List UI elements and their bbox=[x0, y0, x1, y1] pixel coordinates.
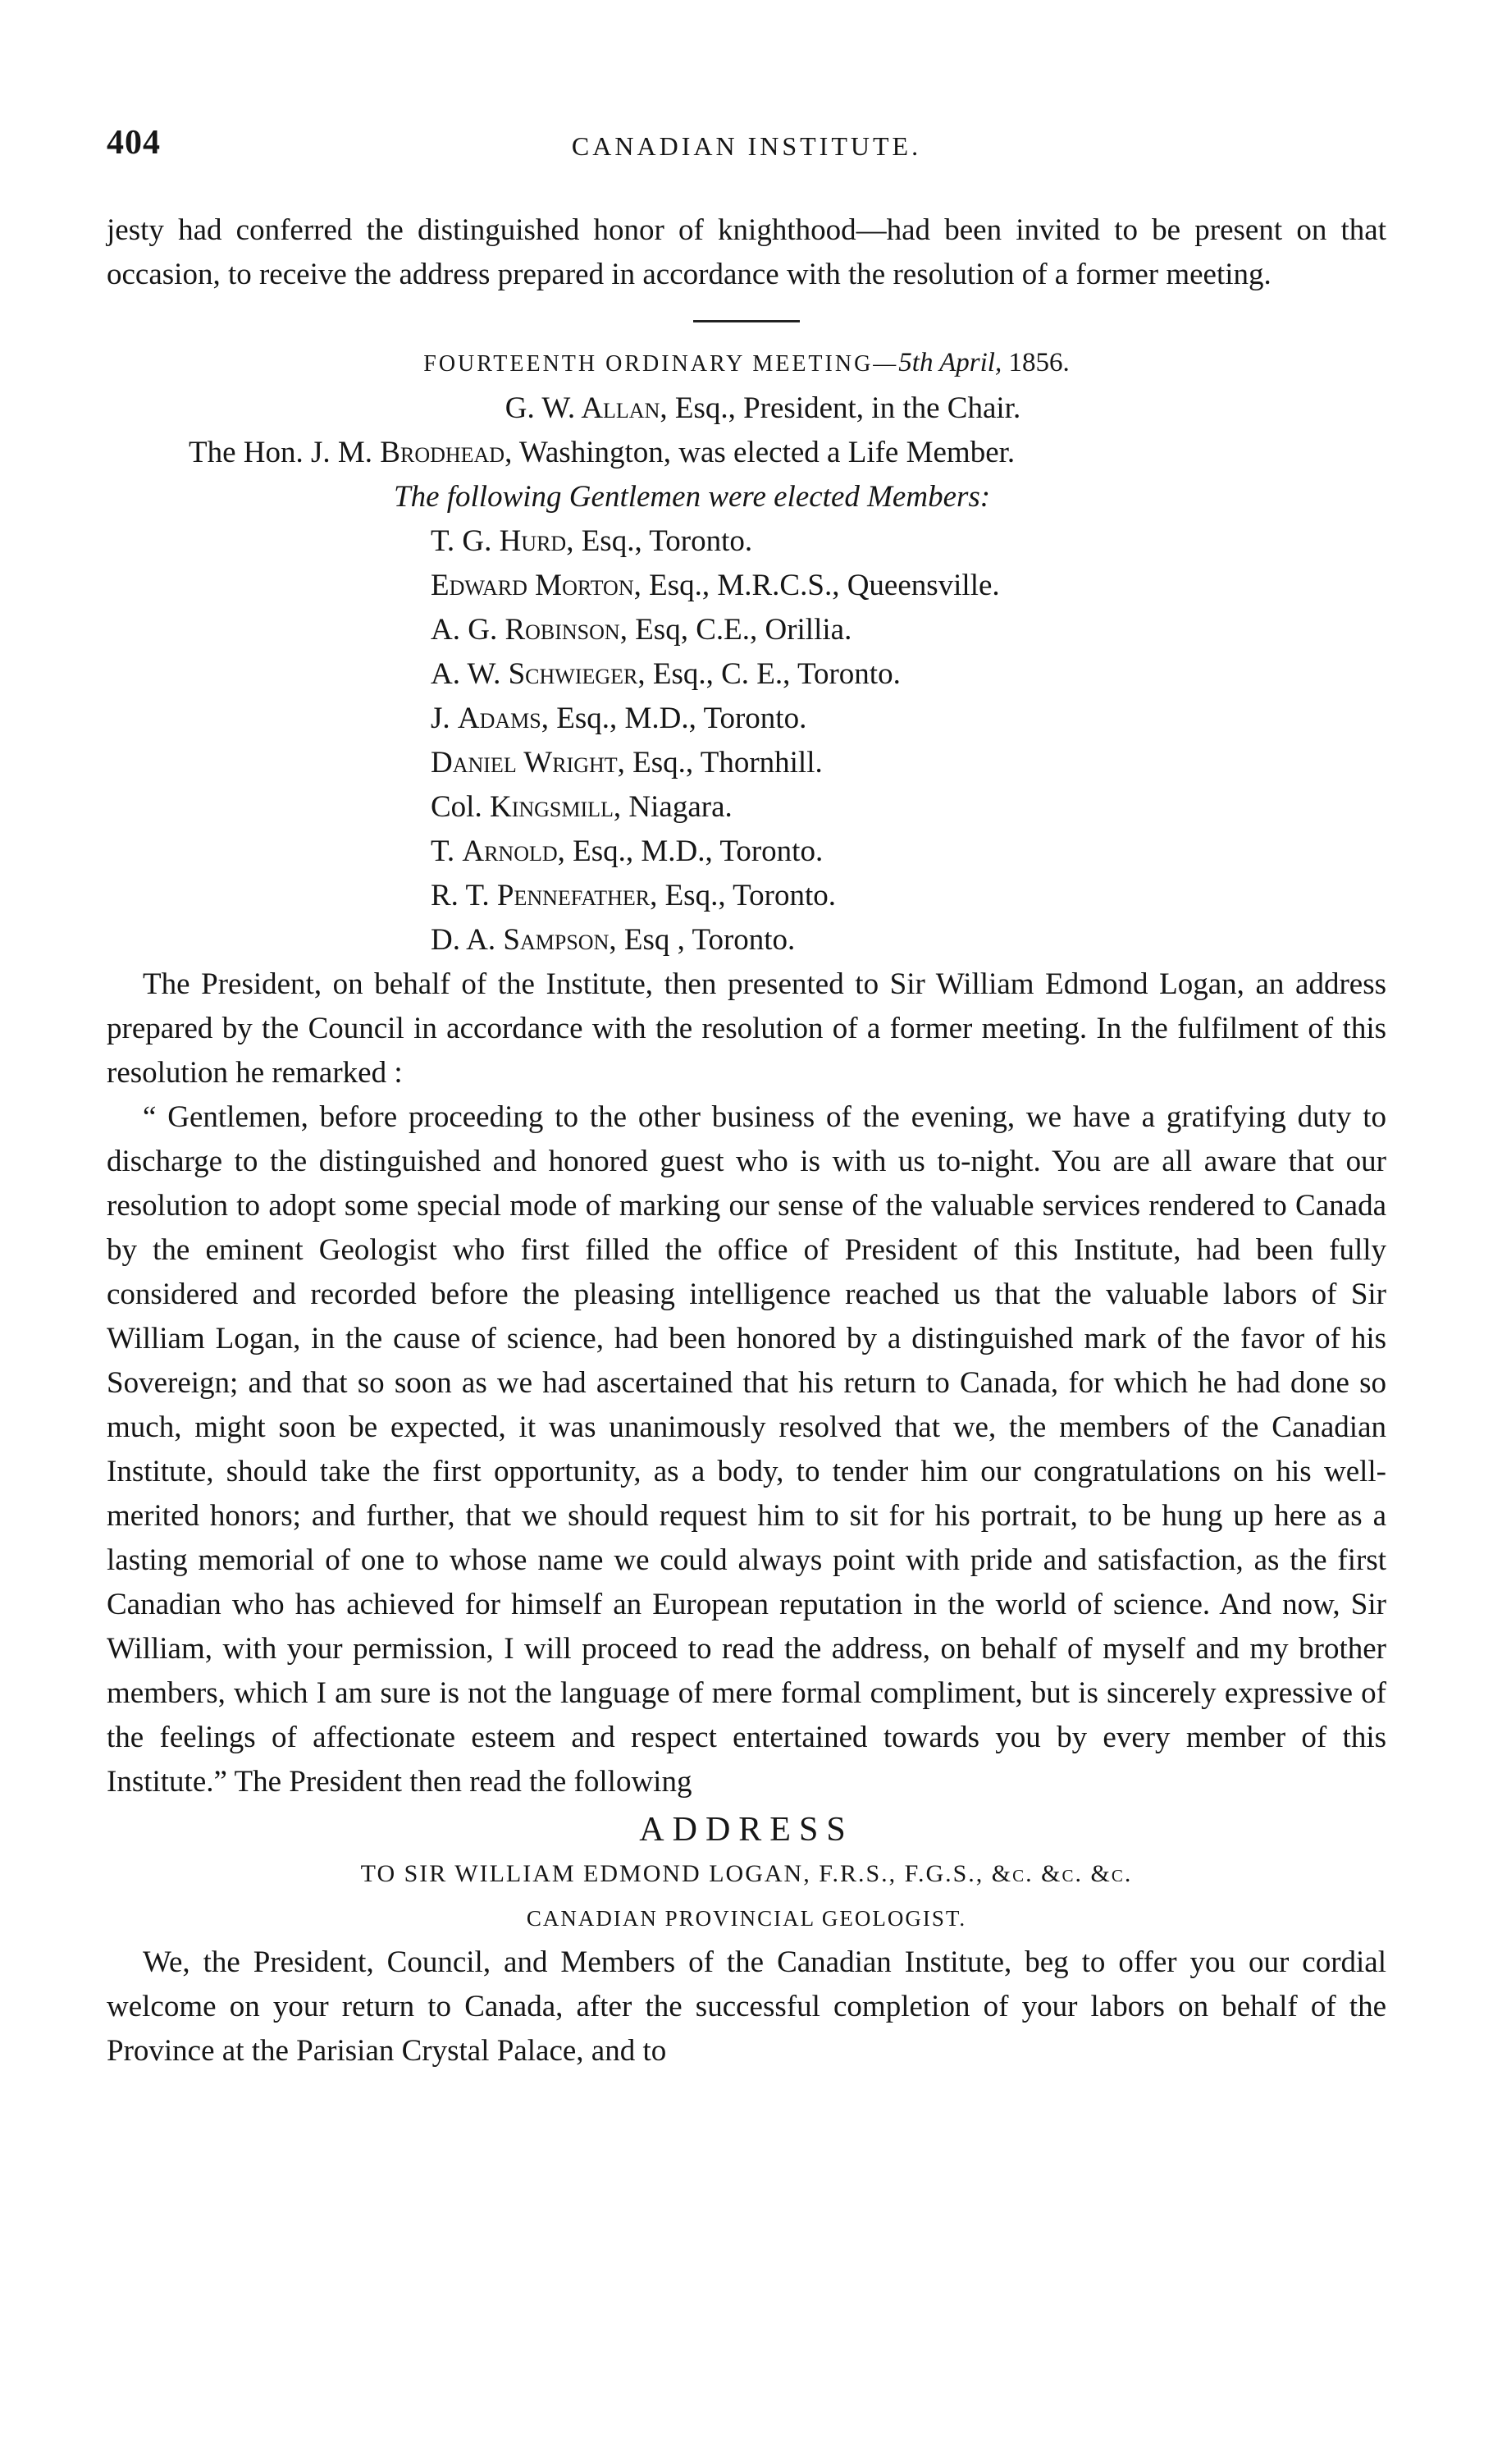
member-details: Esq, C.E., Orillia. bbox=[627, 613, 852, 647]
opening-paragraph: jesty had conferred the distinguished honor of knighthood—had been invited to be present on that occasion, to receive the address prepared in accordance with the resolution of a former meeting. bbox=[107, 213, 1386, 291]
member-details: Esq., M.D., Toronto. bbox=[549, 702, 807, 735]
member-prefix: R. T. bbox=[431, 879, 497, 912]
member-name: Sampson, bbox=[503, 923, 617, 957]
list-item bbox=[431, 519, 1386, 564]
list-item bbox=[431, 652, 1386, 697]
address-opening-paragraph: We, the President, Council, and Members of the Canadian Institute, beg to offer you our cordial welcome on your return to Canada, after the successful completion of your labors on behalf of the Province at the Parisian Crystal Palace, and to bbox=[107, 1945, 1386, 2068]
meeting-year: 1856. bbox=[1002, 348, 1070, 377]
list-item bbox=[431, 564, 1386, 608]
list-item bbox=[431, 785, 1386, 830]
member-details: Esq., M.R.C.S., Queensville. bbox=[641, 569, 1000, 602]
member-details: Esq., M.D., Toronto. bbox=[564, 834, 824, 868]
member-prefix: T. G. bbox=[431, 524, 500, 558]
member-name: Edward Morton, bbox=[431, 569, 641, 602]
elected-members-intro: The following Gentlemen were elected Members: bbox=[394, 480, 991, 514]
member-details: Esq., Toronto. bbox=[657, 879, 837, 912]
member-name: Pennefather, bbox=[496, 879, 658, 912]
member-name: Robinson, bbox=[505, 613, 628, 647]
address-title: ADDRESS bbox=[639, 1811, 854, 1849]
list-item bbox=[431, 697, 1386, 741]
member-details: Esq , Toronto. bbox=[616, 923, 796, 957]
address-recipient: TO SIR WILLIAM EDMOND LOGAN, F.R.S., F.G.S., &c. &c. &c. bbox=[360, 1860, 1133, 1887]
member-prefix: Col. bbox=[431, 790, 490, 824]
list-item bbox=[431, 608, 1386, 652]
running-head: CANADIAN INSTITUTE. bbox=[571, 131, 922, 161]
life-member-line bbox=[107, 431, 1386, 475]
page-body bbox=[107, 208, 1386, 2073]
president-paragraph: The President, on behalf of the Institute, then presented to Sir William Edmond Logan, an address prepared by the Council in accordance with the resolution of a former meeting. In the fulfilment of this resolution he remarked : bbox=[107, 967, 1386, 1090]
list-item bbox=[431, 741, 1386, 785]
member-details: Esq., Thornhill. bbox=[624, 746, 823, 779]
member-name: Schwieger, bbox=[508, 657, 646, 691]
list-item bbox=[431, 918, 1386, 962]
members-list bbox=[107, 519, 1386, 962]
speech-paragraph: “ Gentlemen, before proceeding to the other business of the evening, we have a gratifying duty to discharge to the distinguished and honored guest who is with us to-night. You are all aware that our resolution to adopt some special mode of marking our sense of the valuable services rendered to Canada by the eminent Geologist who first filled the office of President of this Institute, had been fully considered and recorded before the pleasing intelligence reached us that the valuable labors of Sir William Logan, in the cause of science, had been honored by a distinguished mark of the favor of his Sovereign; and that so soon as we had ascertained that his return to Canada, for which he had done so much, might soon be expected, it was unanimously resolved that we, the members of the Canadian Institute, should take the first opportunity, as a body, to tender him our congratulations on his well-merited honors; and further, that we should request him to sit for his portrait, to be hung up here as a lasting memorial of one to whose name we could always point with pride and satisfaction, as the first Canadian who has achieved for himself an European reputation in the world of science. And now, Sir William, with your permission, I will proceed to read the address, on behalf of myself and my brother members, which I am sure is not the language of mere formal compliment, but is sincerely expressive of the feelings of affectionate esteem and respect entertained towards you by every member of this Institute.” The President then read the following bbox=[107, 1100, 1386, 1799]
member-name: Kingsmill, bbox=[489, 790, 622, 824]
member-prefix: A. W. bbox=[431, 657, 509, 691]
member-name: Adams, bbox=[457, 702, 550, 735]
member-prefix: D. A. bbox=[431, 923, 504, 957]
meeting-heading bbox=[107, 341, 1386, 386]
meeting-date: 5th April, bbox=[898, 348, 1002, 377]
member-prefix: A. G. bbox=[431, 613, 505, 647]
chair-rest: Esq., President, in the Chair. bbox=[667, 391, 1021, 425]
chair-line bbox=[107, 386, 1386, 431]
page-number: 404 bbox=[107, 124, 161, 162]
chair-name: G. W. Allan, bbox=[505, 391, 668, 425]
member-name: Daniel Wright, bbox=[431, 746, 625, 779]
section-divider bbox=[693, 320, 800, 322]
meeting-title: FOURTEENTH ORDINARY MEETING— bbox=[423, 351, 899, 377]
member-details: Esq., Toronto. bbox=[573, 524, 753, 558]
member-name: Hurd, bbox=[499, 524, 574, 558]
address-recipient-role: CANADIAN PROVINCIAL GEOLOGIST. bbox=[526, 1906, 967, 1931]
life-member-name: Brodhead, bbox=[380, 436, 513, 469]
member-prefix: T. bbox=[431, 834, 463, 868]
life-member-rest: Washington, was elected a Life Member. bbox=[512, 436, 1016, 469]
page-header bbox=[107, 123, 1386, 172]
member-name: Arnold, bbox=[462, 834, 565, 868]
member-details: Niagara. bbox=[621, 790, 733, 824]
list-item bbox=[431, 874, 1386, 918]
member-prefix: J. bbox=[431, 702, 458, 735]
list-item bbox=[431, 830, 1386, 874]
member-details: Esq., C. E., Toronto. bbox=[645, 657, 901, 691]
life-member-prefix: The Hon. J. M. bbox=[189, 436, 381, 469]
